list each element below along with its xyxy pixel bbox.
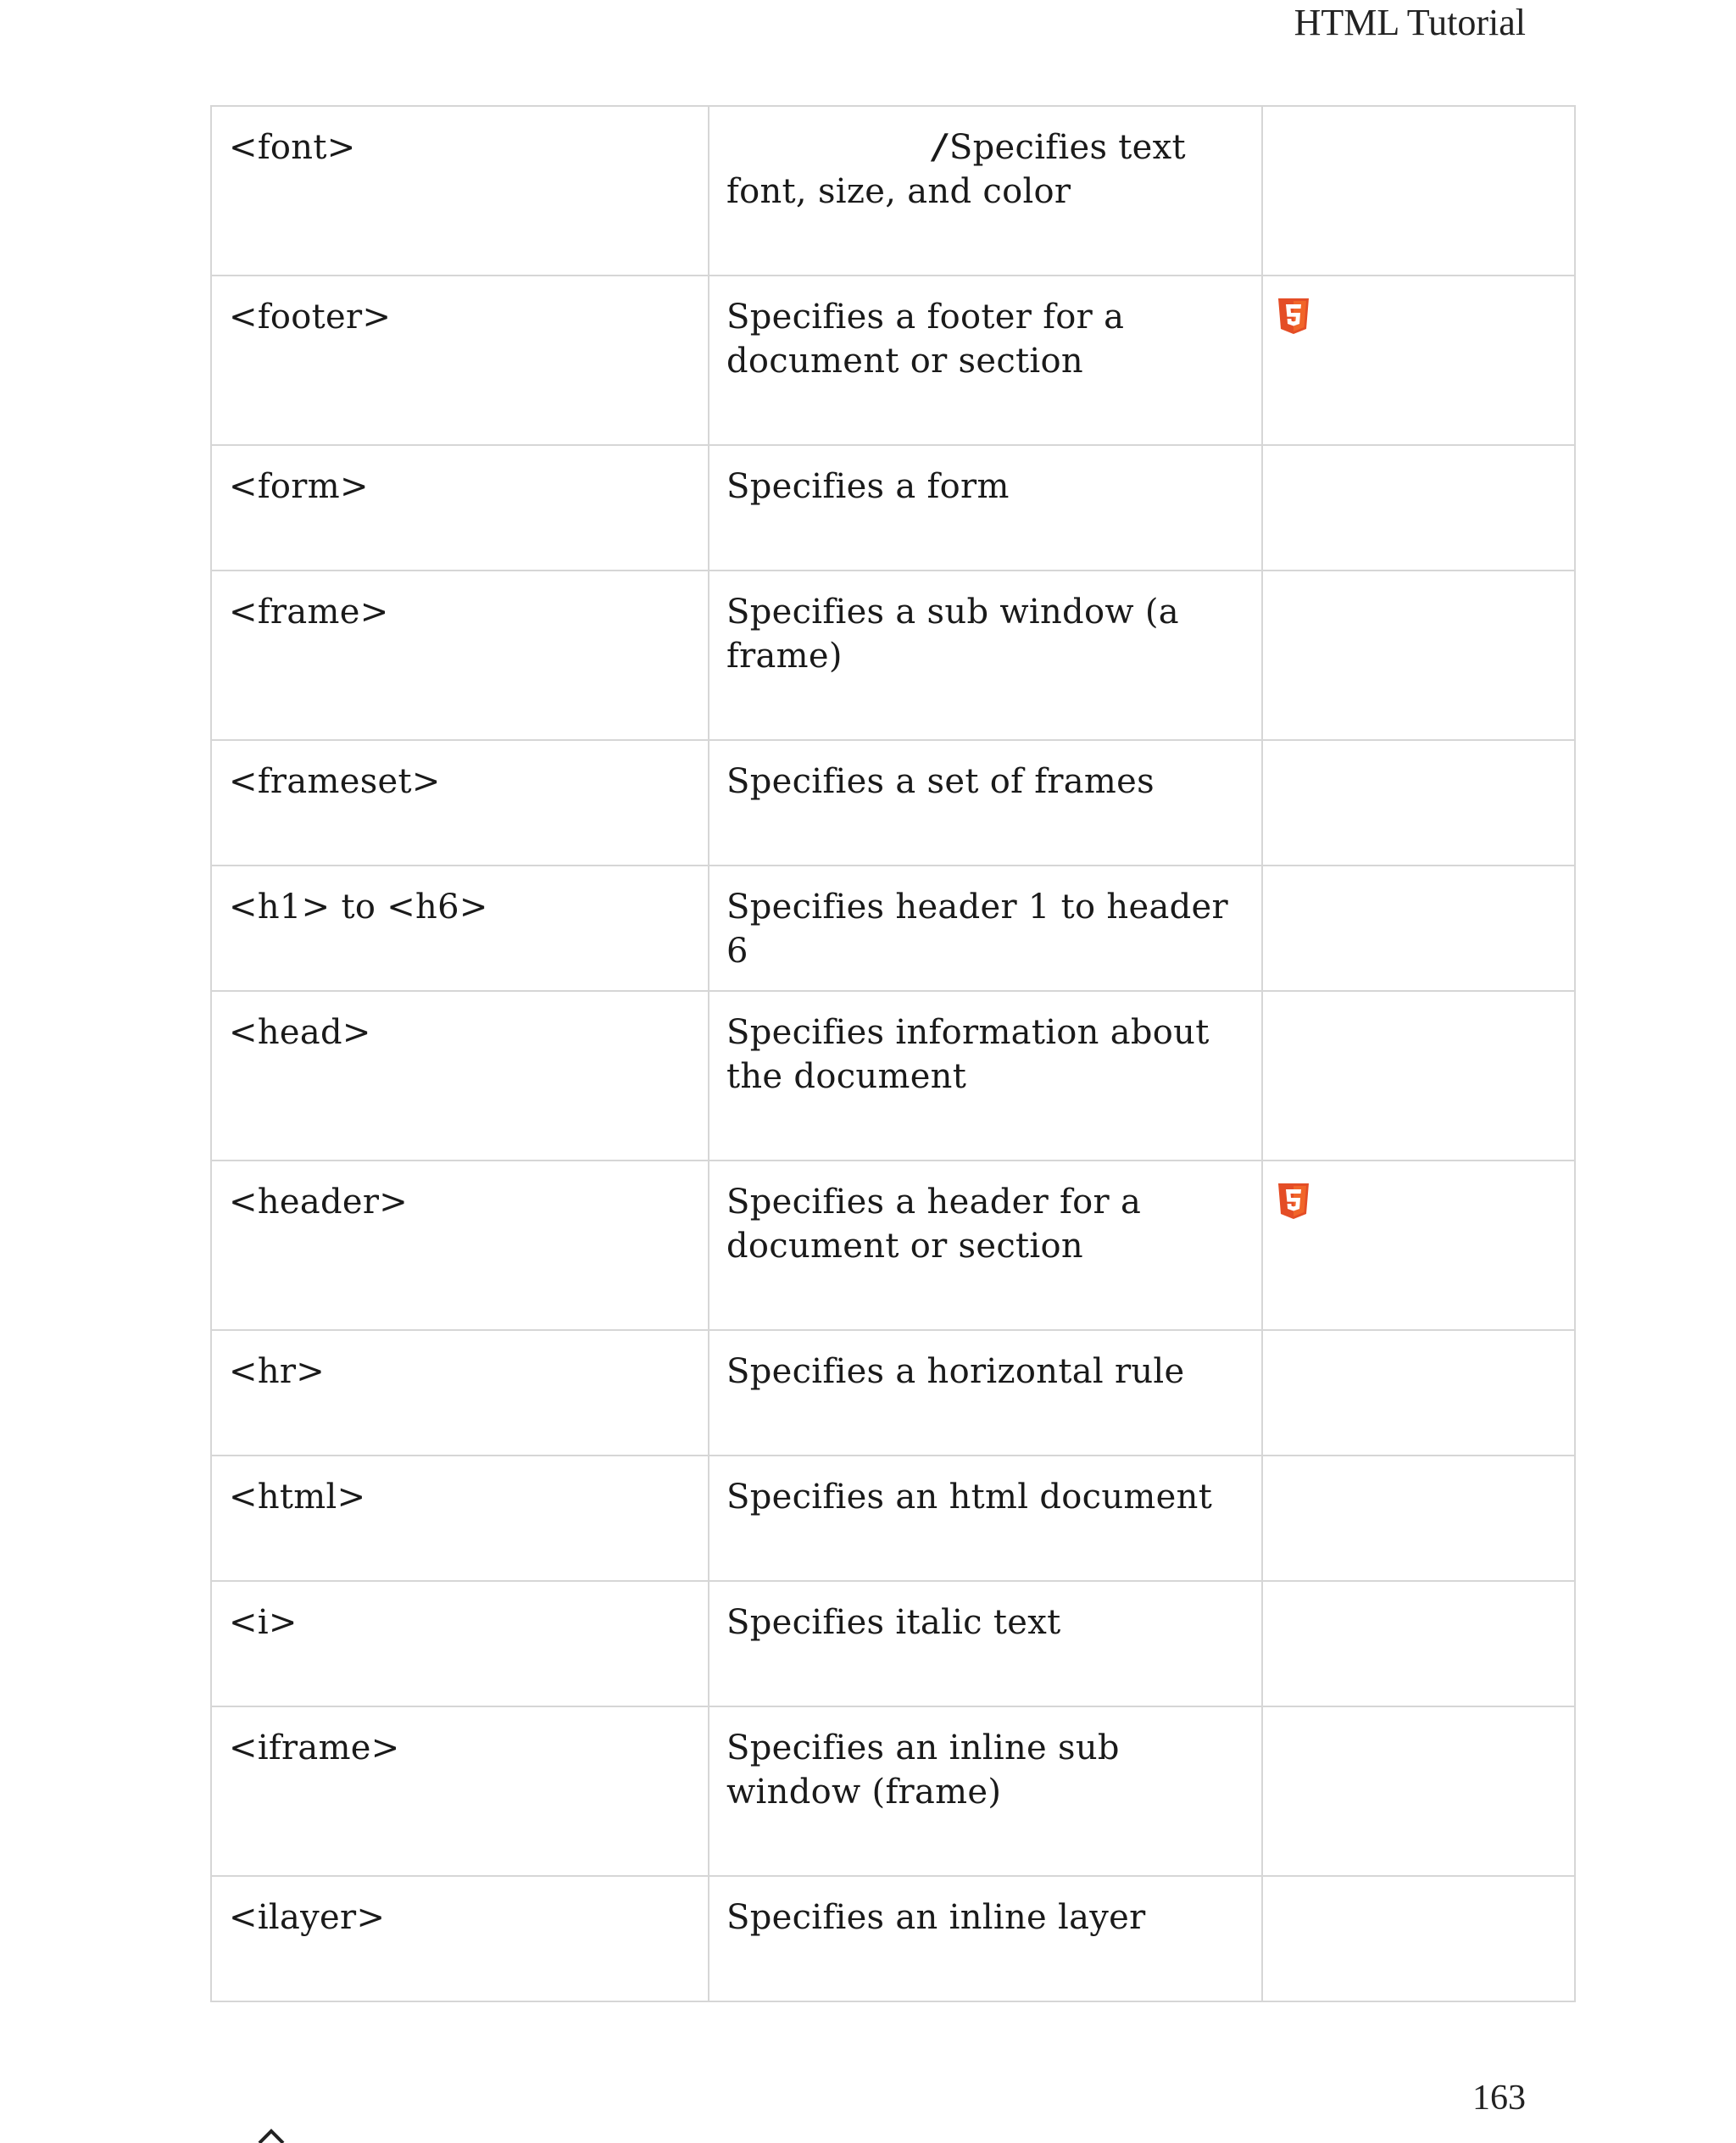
tag-cell: <form> <box>211 445 709 571</box>
description-cell <box>709 106 1262 276</box>
tag-cell: <font> <box>211 106 709 276</box>
html5-cell <box>1262 1330 1575 1456</box>
description-cell: Specifies an html document <box>709 1456 1262 1581</box>
html5-cell <box>1262 1706 1575 1876</box>
html5-cell <box>1262 991 1575 1161</box>
caret-up-icon <box>254 2126 288 2143</box>
table-row <box>211 571 1575 740</box>
html5-cell <box>1262 571 1575 740</box>
table-row <box>211 276 1575 445</box>
table-row <box>211 1581 1575 1706</box>
description-cell: Specifies a header for a document or section <box>709 1161 1262 1330</box>
html5-cell <box>1262 106 1575 276</box>
description-cell: Specifies a horizontal rule <box>709 1330 1262 1456</box>
table-row <box>211 1876 1575 2001</box>
table-row <box>211 445 1575 571</box>
description-cell: Specifies a form <box>709 445 1262 571</box>
table-row <box>211 1330 1575 1456</box>
description-cell: Specifies italic text <box>709 1581 1262 1706</box>
table-row <box>211 866 1575 991</box>
tag-cell: <iframe> <box>211 1706 709 1876</box>
html5-cell <box>1262 866 1575 991</box>
html5-cell <box>1262 276 1575 445</box>
html5-badge-icon <box>1277 1182 1310 1221</box>
table-row <box>211 106 1575 276</box>
tag-cell: <footer> <box>211 276 709 445</box>
description-cell: Specifies a footer for a document or section <box>709 276 1262 445</box>
html5-cell <box>1262 445 1575 571</box>
tag-cell: <hr> <box>211 1330 709 1456</box>
description-text: Specifies text font, size, and color <box>726 128 1186 211</box>
tag-cell: <html> <box>211 1456 709 1581</box>
tag-cell: <frame> <box>211 571 709 740</box>
description-cell: Specifies information about the document <box>709 991 1262 1161</box>
table-row <box>211 1161 1575 1330</box>
running-header-title: HTML Tutorial <box>1294 2 1526 43</box>
html5-cell <box>1262 1161 1575 1330</box>
page-number: 163 <box>1472 2079 1526 2118</box>
table-row <box>211 1706 1575 1876</box>
slash-mark: / <box>933 127 946 167</box>
html5-cell <box>1262 1581 1575 1706</box>
tag-cell: <head> <box>211 991 709 1161</box>
tag-cell: <frameset> <box>211 740 709 866</box>
description-cell: Specifies header 1 to header 6 <box>709 866 1262 991</box>
html5-cell <box>1262 1456 1575 1581</box>
table-row <box>211 991 1575 1161</box>
description-cell: Specifies an inline sub window (frame) <box>709 1706 1262 1876</box>
description-cell: Specifies a set of frames <box>709 740 1262 866</box>
table-row <box>211 1456 1575 1581</box>
html-tag-reference-table <box>210 105 1576 2002</box>
description-cell: Specifies a sub window (a frame) <box>709 571 1262 740</box>
tag-cell: <ilayer> <box>211 1876 709 2001</box>
tag-cell: <header> <box>211 1161 709 1330</box>
html5-cell <box>1262 740 1575 866</box>
description-cell: Specifies an inline layer <box>709 1876 1262 2001</box>
html5-cell <box>1262 1876 1575 2001</box>
tag-cell: <i> <box>211 1581 709 1706</box>
html5-badge-icon <box>1277 297 1310 336</box>
tag-cell: <h1> to <h6> <box>211 866 709 991</box>
table-row <box>211 740 1575 866</box>
